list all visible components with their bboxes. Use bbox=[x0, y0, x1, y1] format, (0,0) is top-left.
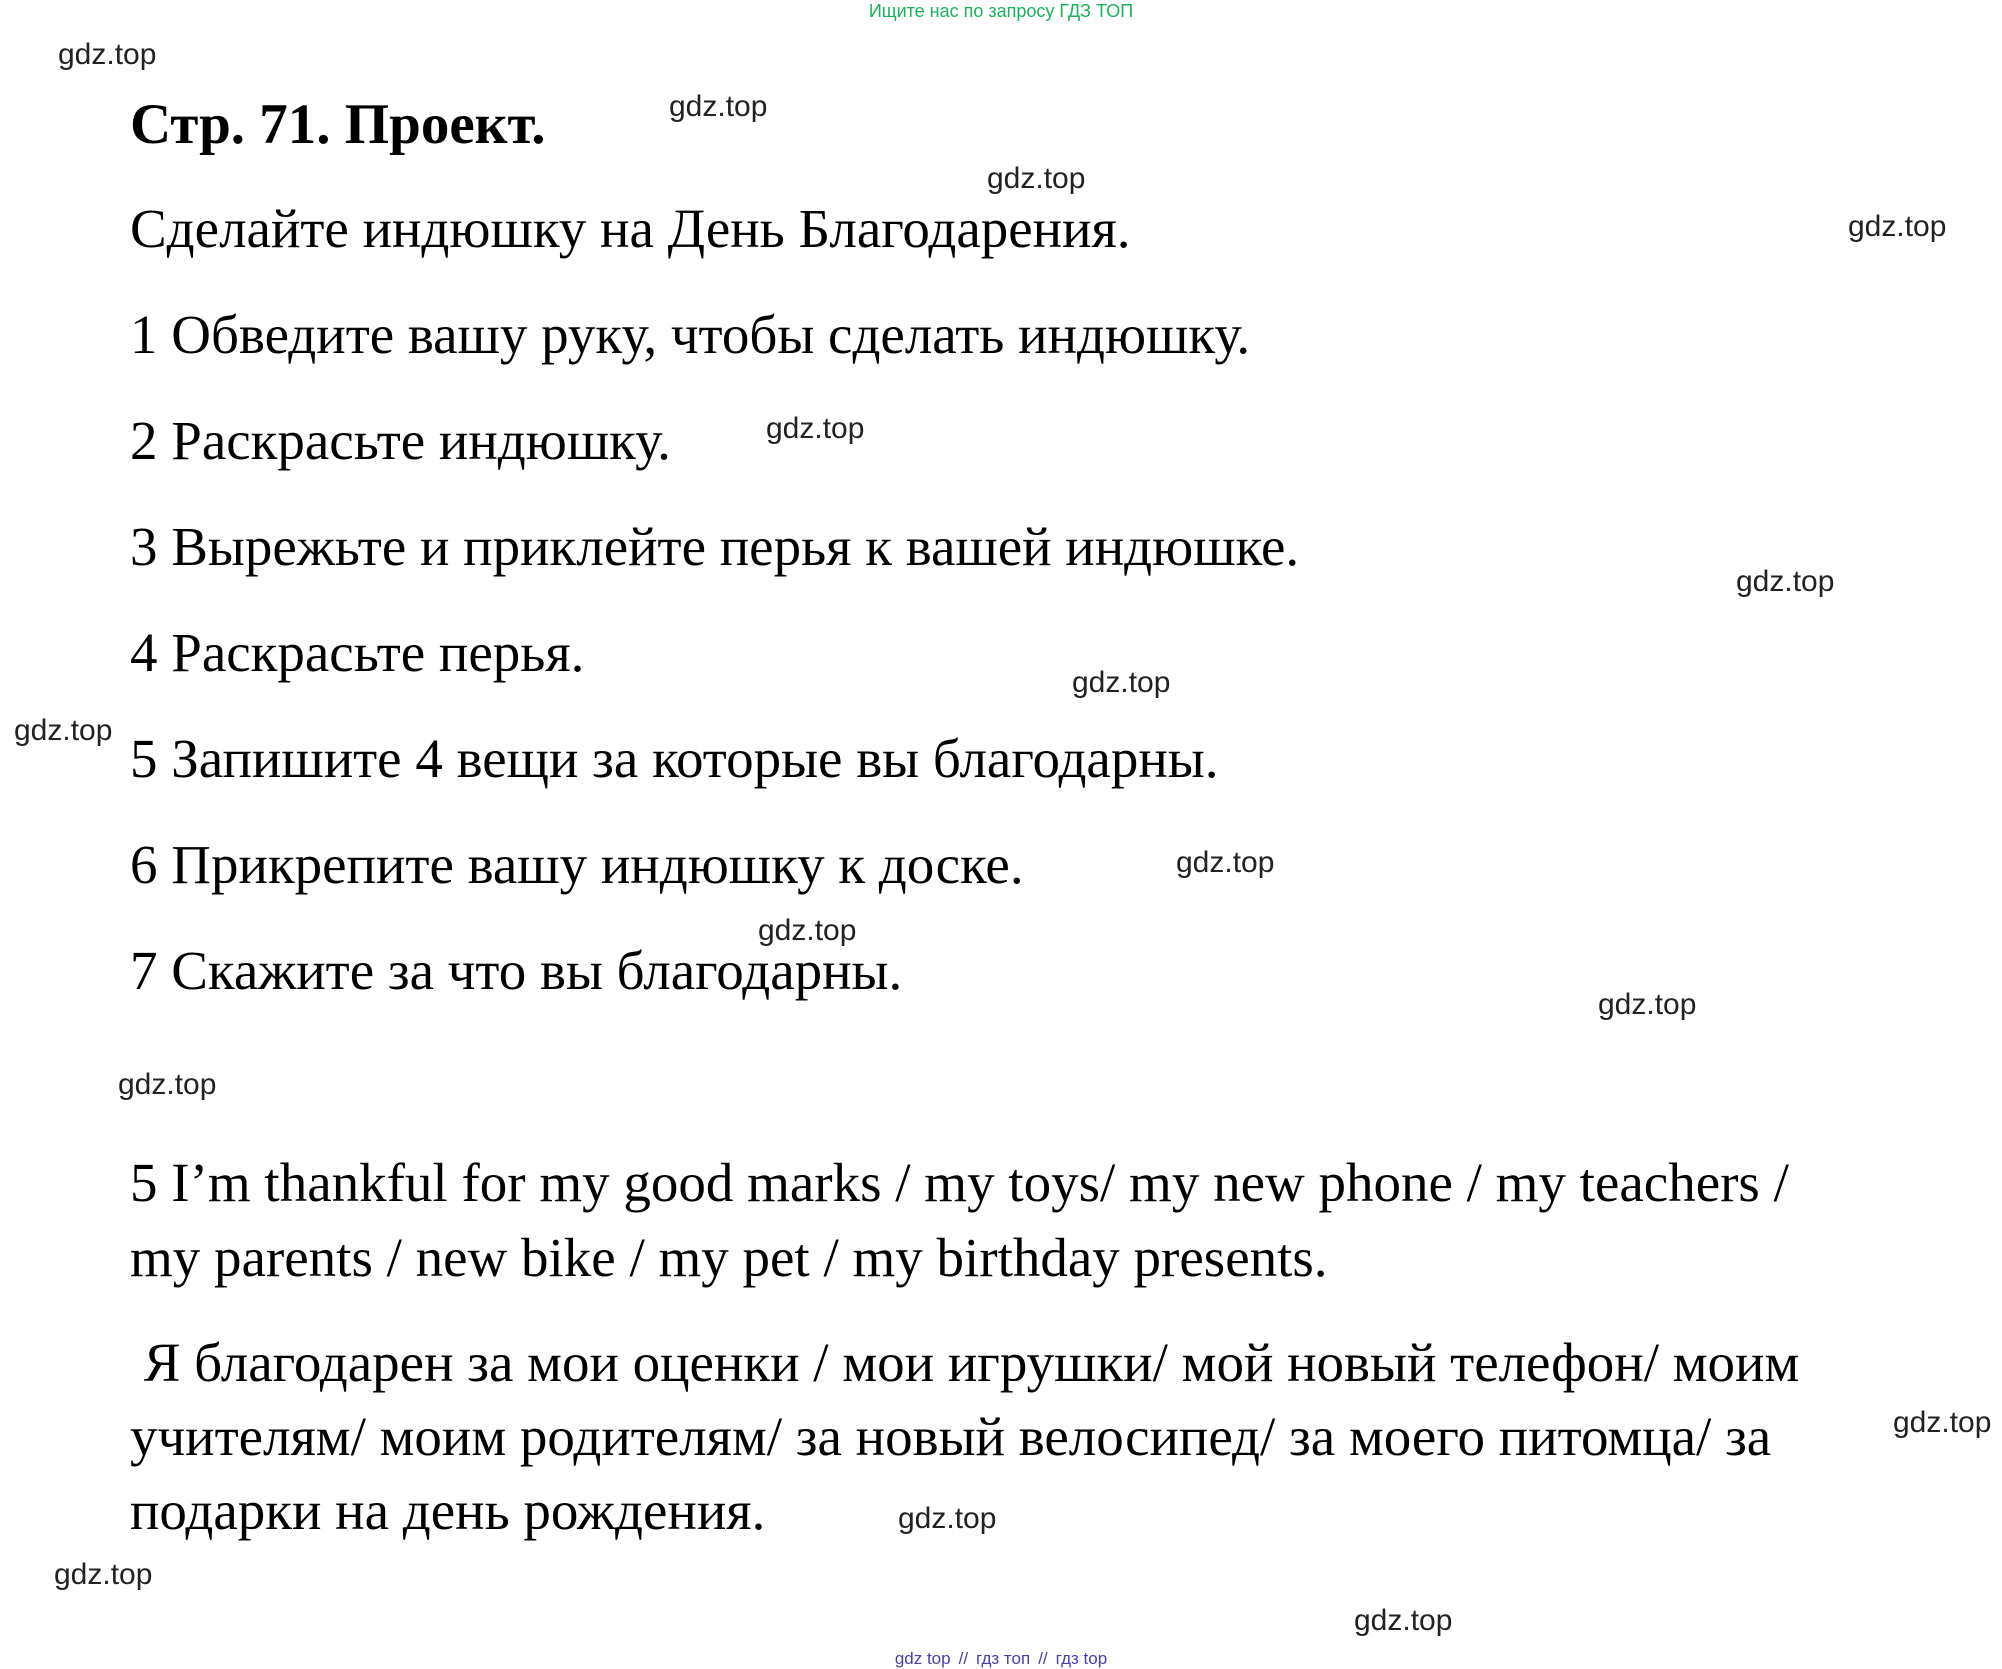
answer-ru-line-2: учителям/ моим родителям/ за новый велосипед/ за моего питомца/ за bbox=[130, 1406, 1772, 1467]
watermark: gdz.top bbox=[1072, 666, 1171, 699]
watermark: gdz.top bbox=[1893, 1406, 1992, 1439]
step-5: 5 Запишите 4 вещи за которые вы благодарны. bbox=[130, 728, 1219, 789]
watermark: gdz.top bbox=[1176, 846, 1275, 879]
watermark: gdz.top bbox=[54, 1558, 153, 1591]
watermark: gdz.top bbox=[1598, 988, 1697, 1021]
watermark: gdz.top bbox=[669, 90, 768, 123]
intro-text: Сделайте индюшку на День Благодарения. bbox=[130, 198, 1131, 259]
bottom-separator: // bbox=[1038, 1649, 1048, 1668]
bottom-banner bbox=[0, 1649, 2002, 1669]
watermark: gdz.top bbox=[898, 1502, 997, 1535]
top-banner[interactable]: Ищите нас по запросу ГДЗ ТОП bbox=[868, 1, 1134, 21]
watermark: gdz.top bbox=[1848, 210, 1947, 243]
watermark: gdz.top bbox=[1354, 1604, 1453, 1637]
step-7: 7 Скажите за что вы благодарны. bbox=[130, 940, 903, 1001]
answer-ru-line-3: подарки на день рождения. bbox=[130, 1480, 766, 1541]
watermark: gdz.top bbox=[766, 412, 865, 445]
watermark: gdz.top bbox=[14, 714, 113, 747]
step-6: 6 Прикрепите вашу индюшку к доске. bbox=[130, 834, 1024, 895]
answer-ru-line-1: Я благодарен за мои оценки / мои игрушки/ мой новый телефон/ моим bbox=[130, 1332, 1800, 1393]
bottom-link-3[interactable]: гдз top bbox=[1055, 1649, 1108, 1668]
watermark: gdz.top bbox=[1736, 565, 1835, 598]
step-1: 1 Обведите вашу руку, чтобы сделать индюшку. bbox=[130, 304, 1251, 365]
step-3: 3 Вырежьте и приклейте перья к вашей индюшке. bbox=[130, 516, 1300, 577]
watermark: gdz.top bbox=[118, 1068, 217, 1101]
step-4: 4 Раскрасьте перья. bbox=[130, 622, 585, 683]
answer-en-line-1: 5 I’m thankful for my good marks / my toys/ my new phone / my teachers / bbox=[130, 1152, 1789, 1213]
watermark: gdz.top bbox=[58, 38, 157, 71]
bottom-link-1[interactable]: gdz top bbox=[894, 1649, 951, 1668]
answer-en-line-2: my parents / new bike / my pet / my birthday presents. bbox=[130, 1227, 1328, 1288]
bottom-link-2[interactable]: гдз топ bbox=[976, 1649, 1031, 1668]
watermark: gdz.top bbox=[987, 162, 1086, 195]
step-2: 2 Раскрасьте индюшку. bbox=[130, 410, 671, 471]
watermark: gdz.top bbox=[758, 914, 857, 947]
bottom-separator: // bbox=[958, 1649, 969, 1668]
page-title: Стр. 71. Проект. bbox=[130, 93, 546, 156]
